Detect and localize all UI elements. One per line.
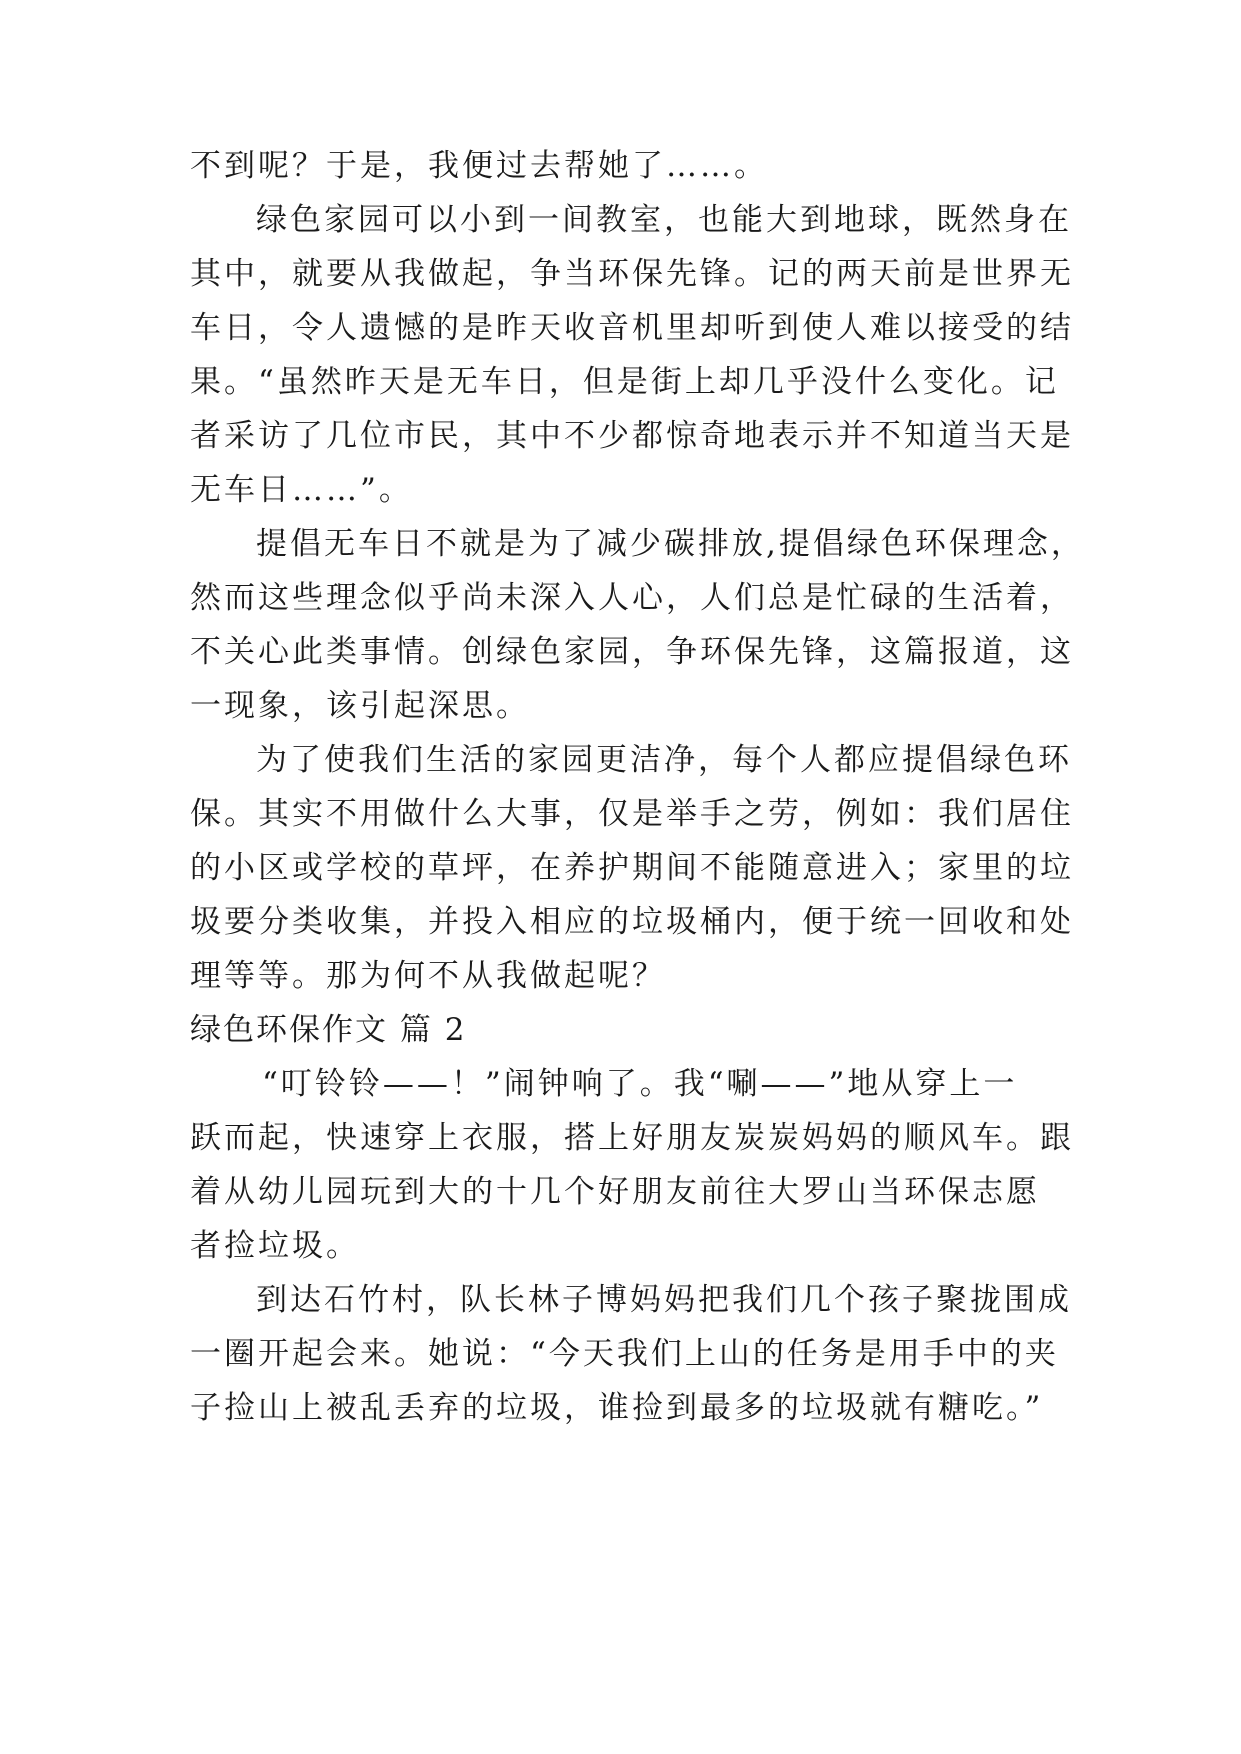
paragraph-line: 一现象，该引起深思。 bbox=[190, 688, 530, 724]
paragraph-line: 绿色家园可以小到一间教室，也能大到地球，既然身在 bbox=[256, 202, 1072, 238]
paragraph-line: 者捡垃圾。 bbox=[190, 1228, 360, 1264]
paragraph-line: 到达石竹村，队长林子博妈妈把我们几个孩子聚拢围成 bbox=[256, 1282, 1072, 1318]
paragraph-line: 果。“虽然昨天是无车日，但是街上却几乎没什么变化。记 bbox=[190, 364, 1059, 400]
paragraph-line: 保。其实不用做什么大事，仅是举手之劳，例如：我们居住 bbox=[190, 796, 1074, 832]
paragraph-line: 跃而起，快速穿上衣服，搭上好朋友炭炭妈妈的顺风车。跟 bbox=[190, 1120, 1074, 1156]
paragraph-line: 然而这些理念似乎尚未深入人心，人们总是忙碌的生活着， bbox=[190, 580, 1074, 616]
paragraph-line: 提倡无车日不就是为了减少碳排放,提倡绿色环保理念， bbox=[256, 526, 1085, 562]
paragraph-line: 圾要分类收集，并投入相应的垃圾桶内，便于统一回收和处 bbox=[190, 904, 1074, 940]
paragraph-line: 不到呢？于是，我便过去帮她了……。 bbox=[190, 148, 768, 184]
paragraph-line: 的小区或学校的草坪，在养护期间不能随意进入；家里的垃 bbox=[190, 850, 1074, 886]
paragraph-line: 理等等。那为何不从我做起呢？ bbox=[190, 958, 666, 994]
paragraph-line: “叮铃铃——！”闹钟响了。我“唰——”地从穿上一 bbox=[262, 1066, 1018, 1102]
paragraph-line: 者采访了几位市民，其中不少都惊奇地表示并不知道当天是 bbox=[190, 418, 1074, 454]
paragraph-line: 不关心此类事情。创绿色家园，争环保先锋，这篇报道，这 bbox=[190, 634, 1074, 670]
paragraph-line: 车日，令人遗憾的是昨天收音机里却听到使人难以接受的结 bbox=[190, 310, 1074, 346]
paragraph-line: 为了使我们生活的家园更洁净，每个人都应提倡绿色环 bbox=[256, 742, 1072, 778]
paragraph-line: 无车日……”。 bbox=[190, 472, 413, 508]
paragraph-line: 其中，就要从我做起，争当环保先锋。记的两天前是世界无 bbox=[190, 256, 1074, 292]
paragraph-line: 着从幼儿园玩到大的十几个好朋友前往大罗山当环保志愿 bbox=[190, 1174, 1040, 1210]
paragraph-line: 一圈开起会来。她说：“今天我们上山的任务是用手中的夹 bbox=[190, 1336, 1059, 1372]
section-heading: 绿色环保作文 篇 2 bbox=[190, 1012, 467, 1048]
paragraph-line: 子捡山上被乱丢弃的垃圾，谁捡到最多的垃圾就有糖吃。” bbox=[190, 1390, 1044, 1426]
